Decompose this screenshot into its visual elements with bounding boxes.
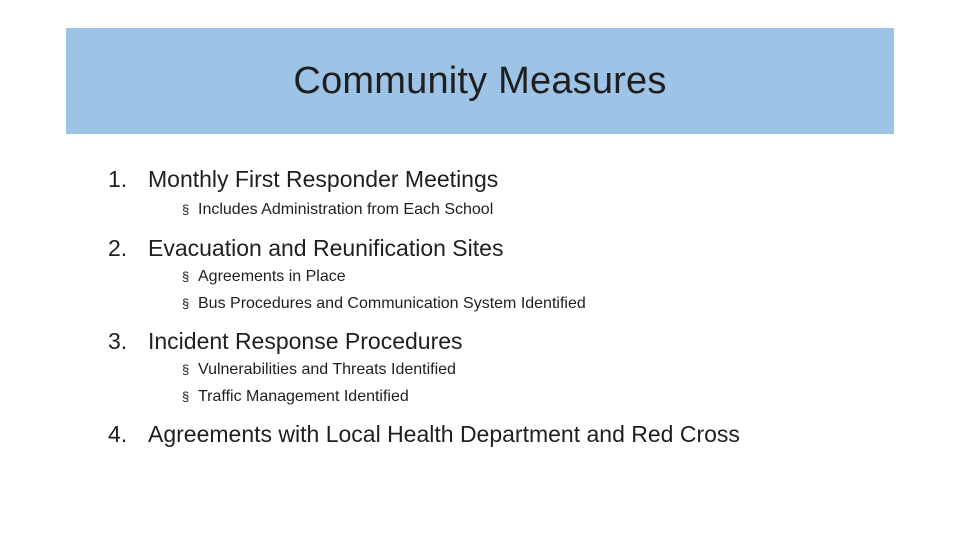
list-item-text: Agreements with Local Health Department and Red Cross [148,421,740,447]
slide-title: Community Measures [293,59,667,102]
sub-bullet-text: Includes Administration from Each School [198,201,494,218]
sub-bullet-item [182,268,346,286]
title-banner [66,28,894,134]
sub-bullet-item [182,295,586,313]
sub-bullet-text: Traffic Management Identified [198,388,409,405]
list-item-text: Incident Response Procedures [148,328,463,354]
list-item-number: 3. [108,328,128,354]
list-item [108,328,463,355]
bullet-icon: § [182,202,190,217]
list-item-number: 4. [108,421,128,447]
sub-bullet-text: Vulnerabilities and Threats Identified [198,361,456,378]
list-item-number: 2. [108,235,128,261]
bullet-icon: § [182,296,190,311]
list-item-number: 1. [108,166,128,192]
bullet-icon: § [182,389,190,404]
bullet-icon: § [182,269,190,284]
sub-bullet-text: Bus Procedures and Communication System Identified [198,295,586,312]
list-item-text: Monthly First Responder Meetings [148,166,499,192]
sub-bullet-item [182,361,456,379]
sub-bullet-item [182,388,409,406]
list-item [108,166,498,193]
bullet-icon: § [182,362,190,377]
list-item [108,421,740,448]
list-item-text: Evacuation and Reunification Sites [148,235,504,261]
list-item [108,235,503,262]
sub-bullet-text: Agreements in Place [198,268,346,285]
sub-bullet-item [182,201,493,219]
